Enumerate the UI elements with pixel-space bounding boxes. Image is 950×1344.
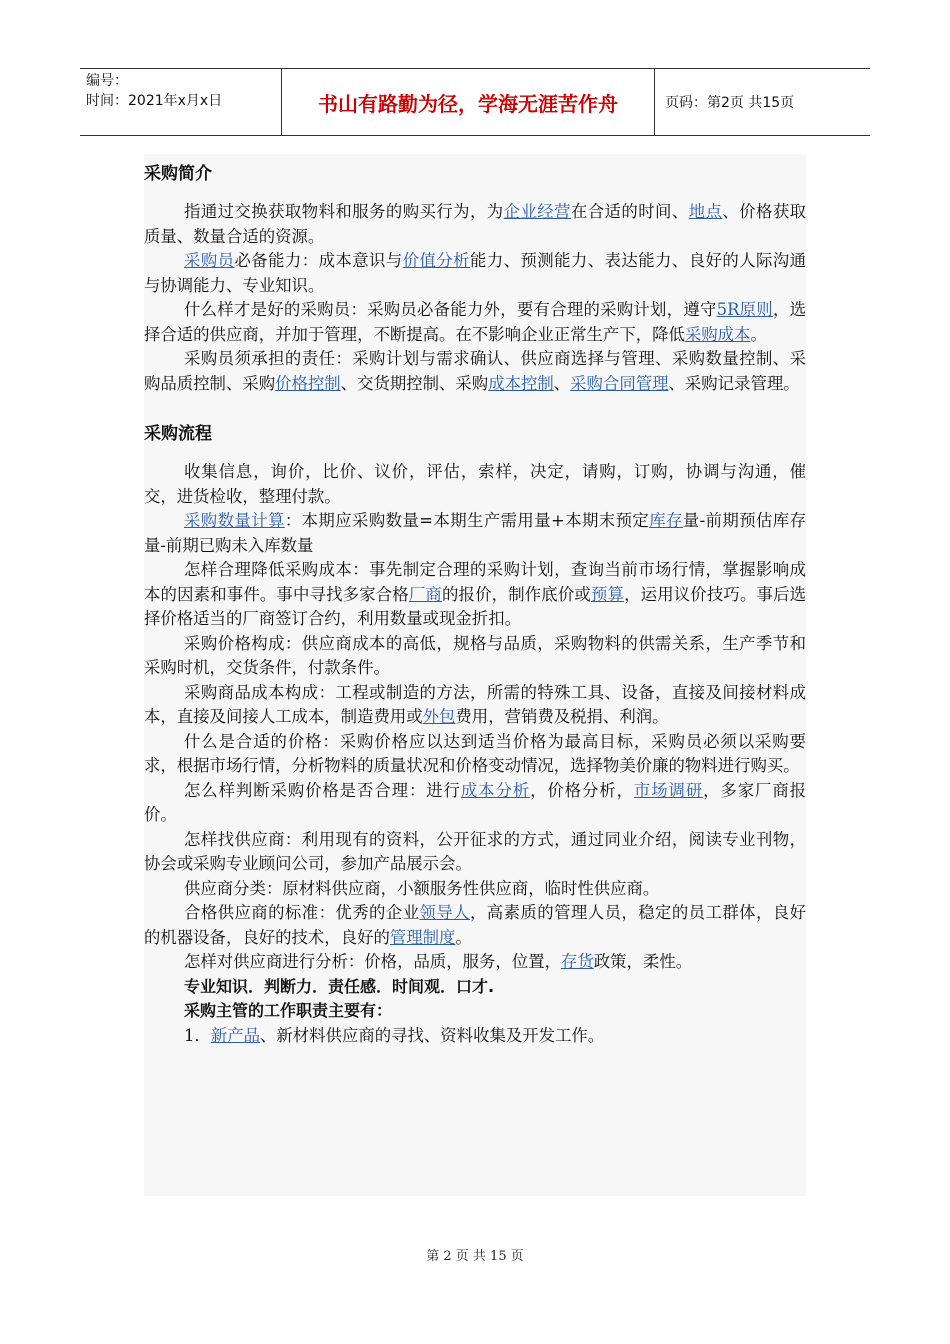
paragraph: 采购商品成本构成：工程或制造的方法，所需的特殊工具、设备，直接及间接材料成本，直接及间接人工成本，制造费用或外包费用，营销费及税捐、利润。	[144, 682, 806, 726]
document-body	[144, 154, 806, 1196]
hyperlink[interactable]: 厂商	[408, 584, 442, 604]
hyperlink[interactable]: 成本控制	[488, 373, 554, 393]
hyperlink[interactable]: 外包	[422, 707, 456, 726]
paragraph: 怎样合理降低采购成本：事先制定合理的采购计划，查询当前市场行情，掌握影响成本的因素和事件。事中寻找多家合格厂商的报价，制作底价或预算，运用议价技巧。事后选择价格适当的厂商签订合约，利用数量或现金折扣。	[144, 560, 806, 628]
paragraph: 采购价格构成：供应商成本的高低，规格与品质，采购物料的供需关系，生产季节和采购时机，交货条件，付款条件。	[144, 633, 806, 677]
hyperlink[interactable]: 价格控制	[275, 373, 341, 393]
hyperlink[interactable]: 管理制度	[389, 927, 456, 947]
paragraph: 采购数量计算：本期应采购数量=本期生产需用量+本期末预定库存量-前期预估库存量-前期已购未入库数量	[144, 511, 806, 555]
hyperlink[interactable]: 预算	[590, 584, 625, 604]
paragraph: 收集信息，询价，比价、议价，评估，索样，决定，请购，订购，协调与沟通，催交，进货检收，整理付款。	[144, 462, 806, 506]
paragraph	[144, 999, 806, 1024]
bold-text: 采购主管的工作职责主要有：	[184, 1001, 393, 1020]
hyperlink[interactable]: 地点	[688, 202, 723, 221]
paragraph: 什么是合适的价格：采购价格应以达到适当价格为最高目标，采购员必须以采购要求，根据市场行情，分析物料的质量状况和价格变动情况，选择物美价廉的物料进行购买。	[144, 731, 806, 775]
paragraph: 指通过交换获取物料和服务的购买行为，为企业经营在合适的时间、地点、价格获取质量、数量合适的资源。	[144, 202, 806, 246]
hyperlink[interactable]: 采购数量计算	[184, 511, 285, 530]
header-page-info: 页码：第2页 共15页	[665, 95, 795, 111]
hyperlink[interactable]: 库存	[649, 511, 683, 530]
hyperlink[interactable]: 成本分析	[460, 780, 531, 800]
paragraph: 怎样找供应商：利用现有的资料，公开征求的方式，通过同业介绍，阅读专业刊物，协会或采购专业顾问公司，参加产品展示会。	[144, 829, 806, 873]
paragraph: 怎样对供应商进行分析：价格，品质，服务，位置，存货政策，柔性。	[184, 952, 693, 971]
hyperlink[interactable]: 领导人	[419, 903, 470, 922]
paragraph: 供应商分类：原材料供应商，小额服务性供应商，临时性供应商。	[184, 878, 660, 898]
hyperlink[interactable]: 采购合同管理	[570, 373, 669, 393]
code-label: 编号：	[86, 73, 128, 89]
time-label: 时间：2021年x月x日	[86, 93, 223, 109]
hyperlink[interactable]: 存货	[560, 952, 594, 971]
paragraph: 什么样才是好的采购员：采购员必备能力外，要有合理的采购计划，遵守5R原则，选择合适的供应商，并加于管理，不断提高。在不影响企业正常生产下，降低采购成本。	[144, 300, 806, 344]
paragraph: 合格供应商的标准：优秀的企业领导人，高素质的管理人员，稳定的员工群体，良好的机器设备，良好的技术，良好的管理制度。	[144, 903, 806, 947]
paragraph: 采购员必备能力：成本意识与价值分析能力、预测能力、表达能力、良好的人际沟通与协调能力、专业知识。	[144, 251, 806, 295]
paragraph: 怎么样判断采购价格是否合理：进行成本分析，价格分析，市场调研，多家厂商报价。	[144, 780, 806, 824]
page-footer: 第 2 页 共 15 页	[426, 1249, 524, 1264]
section-title: 采购流程	[144, 424, 212, 444]
bold-text: 专业知识．判断力．责任感．时间观．口才.	[184, 976, 495, 996]
paragraph	[144, 975, 806, 1000]
header-meta	[80, 69, 282, 135]
hyperlink[interactable]: 新产品	[210, 1025, 260, 1045]
page-header	[80, 68, 870, 136]
paragraph: 采购员须承担的责任：采购计划与需求确认、供应商选择与管理、采购数量控制、采购品质控制、采购价格控制、交货期控制、采购成本控制、采购合同管理、采购记录管理。	[144, 349, 806, 393]
hyperlink[interactable]: 价值分析	[402, 251, 470, 270]
hyperlink[interactable]: 采购员	[184, 251, 235, 270]
hyperlink[interactable]: 市场调研	[633, 780, 704, 800]
paragraph: 1．新产品、新材料供应商的寻找、资料收集及开发工作。	[184, 1025, 605, 1045]
header-motto: 书山有路勤为径，学海无涯苦作舟	[282, 69, 655, 135]
hyperlink[interactable]: 5R原则	[716, 300, 773, 319]
section-title: 采购简介	[144, 164, 212, 184]
hyperlink[interactable]: 采购成本	[684, 324, 751, 344]
hyperlink[interactable]: 企业经营	[503, 202, 571, 221]
